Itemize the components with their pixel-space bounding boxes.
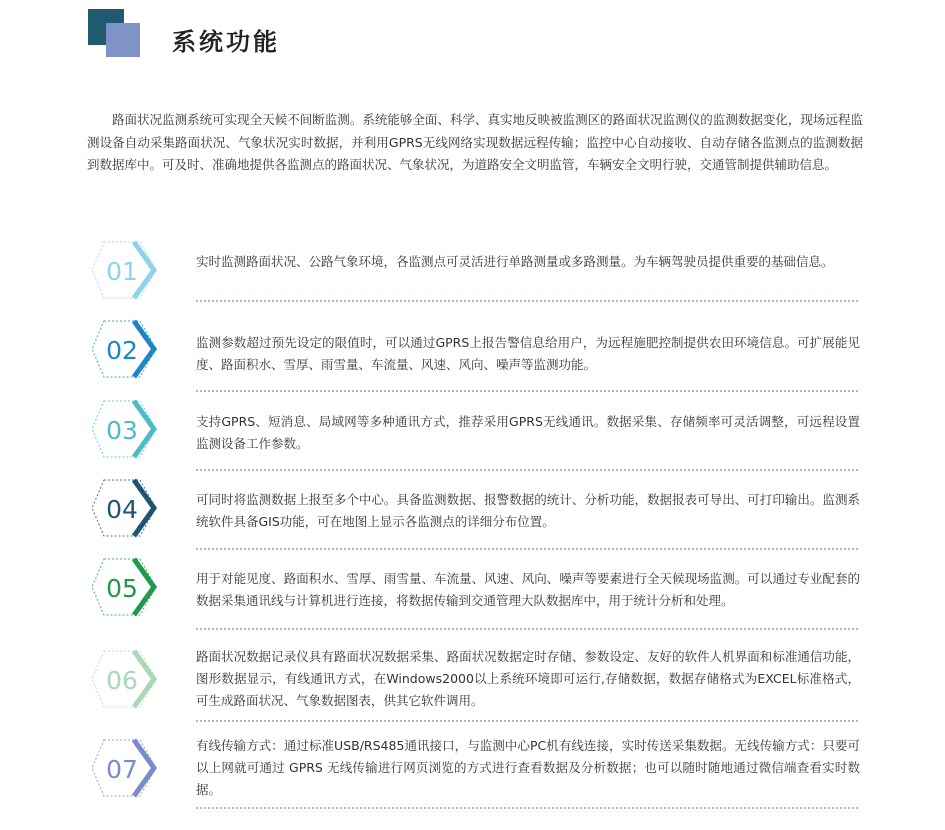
feature-number: 06 — [106, 666, 138, 695]
title-decor-light-square — [106, 23, 140, 57]
page-title: 系统功能 — [172, 28, 280, 56]
dotted-divider — [196, 628, 858, 630]
feature-text: 监测参数超过预先设定的限值时，可以通过GPRS上报告警信息给用户，为远程施肥控制提供农田环境信息。可扩展能见度、路面积水、雪厚、雨雪量、车流量、风速、风向、噪声等监测功能。 — [196, 335, 860, 372]
feature-text: 有线传输方式：通过标准USB/RS485通讯接口，与监测中心PC机有线连接，实时传送采集数据。无线传输方式：只要可以上网就可通过 GPRS 无线传输进行网页浏览的方式进行查看数据及分析数据；也可以随时随地通过微信端查看实时数据。 — [196, 738, 860, 797]
feature-number-badge — [90, 738, 158, 798]
chevron-badge-icon — [90, 399, 158, 459]
feature-number: 03 — [106, 416, 138, 445]
feature-number-badge — [90, 399, 158, 459]
chevron-badge-icon — [90, 240, 158, 300]
chevron-badge-icon — [90, 478, 158, 538]
feature-number: 07 — [106, 755, 138, 784]
feature-text: 实时监测路面状况、公路气象环境，各监测点可灵活进行单路测量或多路测量。为车辆驾驶员提供重要的基础信息。 — [196, 254, 834, 269]
feature-number-badge — [90, 557, 158, 617]
chevron-badge-icon — [90, 649, 158, 709]
feature-text: 支持GPRS、短消息、局域网等多种通讯方式，推荐采用GPRS无线通讯。数据采集、存储频率可灵活调整，可远程设置监测设备工作参数。 — [196, 414, 860, 451]
feature-number: 01 — [106, 257, 138, 286]
feature-text: 路面状况数据记录仪具有路面状况数据采集、路面状况数据定时存储、参数设定、友好的软件人机界面和标准通信功能，图形数据显示，有线通讯方式，在Windows2000以上系统环境即可运行,存储数据，数据存储格式为EXCEL标准格式，可生成路面状况、气象数据图表，供其它软件调用。 — [196, 649, 860, 708]
chevron-badge-icon — [90, 319, 158, 379]
feature-number: 02 — [106, 336, 138, 365]
feature-number-badge — [90, 649, 158, 709]
feature-number: 04 — [106, 495, 138, 524]
feature-number-badge — [90, 319, 158, 379]
dotted-divider — [196, 300, 858, 302]
chevron-badge-icon — [90, 738, 158, 798]
chevron-badge-icon — [90, 557, 158, 617]
dotted-divider — [196, 720, 858, 722]
dotted-divider — [196, 469, 858, 471]
feature-number-badge — [90, 478, 158, 538]
feature-text: 可同时将监测数据上报至多个中心。具备监测数据、报警数据的统计、分析功能，数据报表可导出、可打印输出。监测系统软件具备GIS功能，可在地图上显示各监测点的详细分布位置。 — [196, 492, 860, 529]
feature-number-badge — [90, 240, 158, 300]
dotted-divider — [196, 548, 858, 550]
feature-number: 05 — [106, 574, 138, 603]
dotted-divider — [196, 807, 858, 809]
feature-text: 用于对能见度、路面积水、雪厚、雨雪量、车流量、风速、风向、噪声等要素进行全天候现场监测。可以通过专业配套的数据采集通讯线与计算机进行连接，将数据传输到交通管理大队数据库中，用于统计分析和处理。 — [196, 571, 860, 608]
dotted-divider — [196, 390, 858, 392]
intro-paragraph: 路面状况监测系统可实现全天候不间断监测。系统能够全面、科学、真实地反映被监测区的路面状况监测仪的监测数据变化，现场远程监测设备自动采集路面状况、气象状况实时数据，并利用GPRS无线网络实现数据远程传输；监控中心自动接收、自动存储各监测点的监测数据到数据库中。可及时、准确地提供各监测点的路面状况、气象状况，为道路安全文明监管，车辆安全文明行驶，交通管制提供辅助信息。 — [87, 112, 863, 172]
